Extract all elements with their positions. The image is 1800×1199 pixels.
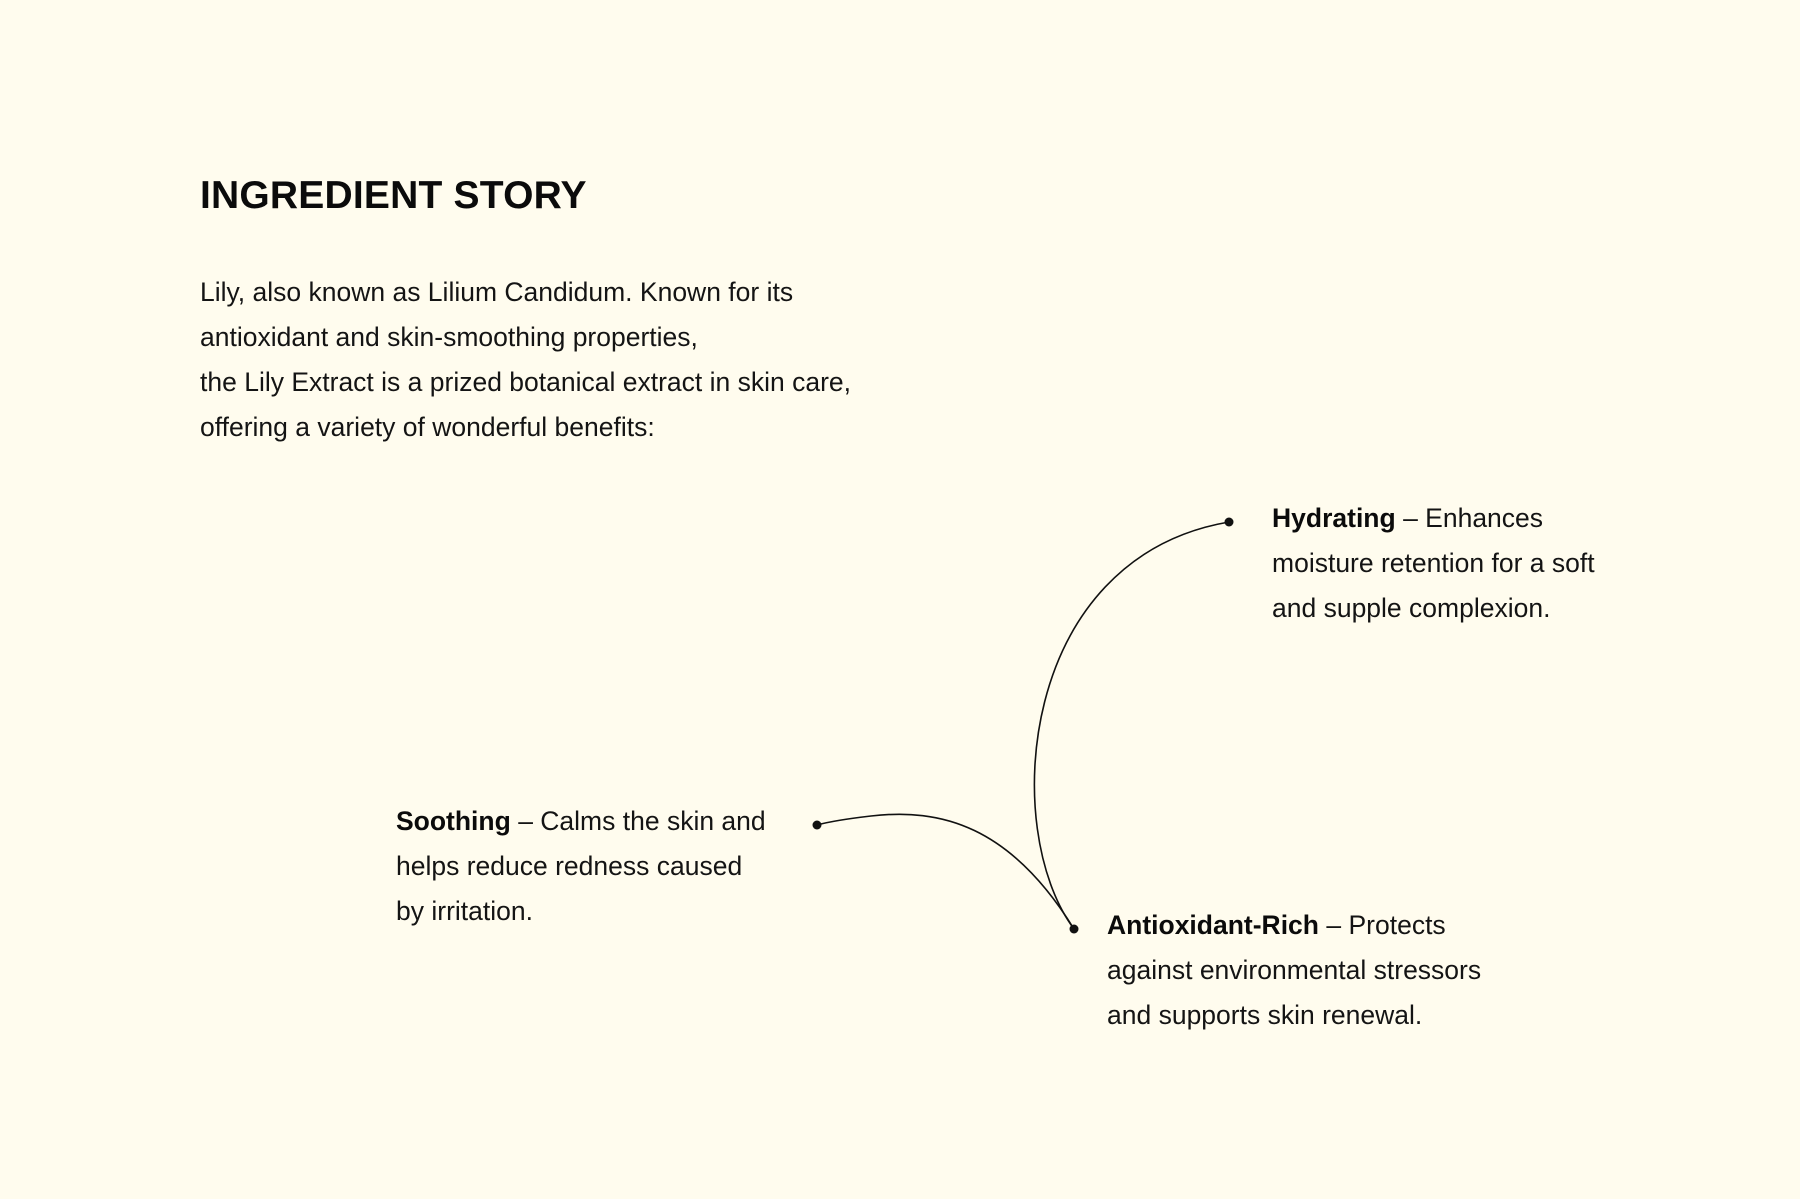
benefit-description: moisture retention for a soft	[1272, 548, 1595, 578]
benefit-description: – Calms the skin and	[518, 806, 766, 836]
connector-dot-antioxidant	[1070, 925, 1079, 934]
benefit-hydrating	[1272, 496, 1595, 631]
intro-line: Lily, also known as Lilium Candidum. Known for its	[200, 277, 794, 307]
benefit-description: – Protects	[1326, 910, 1446, 940]
benefit-heading-line	[1272, 496, 1595, 541]
benefit-soothing	[396, 799, 766, 934]
benefit-description: and supple complexion.	[1272, 593, 1551, 623]
benefit-name: Soothing	[396, 806, 511, 836]
intro-line: the Lily Extract is a prized botanical extract in skin care,	[200, 367, 852, 397]
connector-dot-soothing	[813, 821, 822, 830]
connector-line-soothing	[817, 814, 1074, 929]
benefit-heading-line	[1107, 903, 1481, 948]
benefit-name: Antioxidant-Rich	[1107, 910, 1319, 940]
section-title: INGREDIENT STORY	[200, 174, 587, 217]
intro-line: antioxidant and skin-smoothing properties,	[200, 322, 698, 352]
benefit-description: by irritation.	[396, 896, 533, 926]
connector-dot-hydrating	[1225, 518, 1234, 527]
intro-line: offering a variety of wonderful benefits:	[200, 412, 655, 442]
benefit-description: – Enhances	[1403, 503, 1544, 533]
benefit-description: and supports skin renewal.	[1107, 1000, 1423, 1030]
benefit-description: helps reduce redness caused	[396, 851, 743, 881]
connector-line-hydrating	[1034, 522, 1229, 929]
benefit-name: Hydrating	[1272, 503, 1396, 533]
benefit-antioxidant-rich	[1107, 903, 1481, 1038]
benefit-heading-line	[396, 799, 766, 844]
benefit-description: against environmental stressors	[1107, 955, 1482, 985]
